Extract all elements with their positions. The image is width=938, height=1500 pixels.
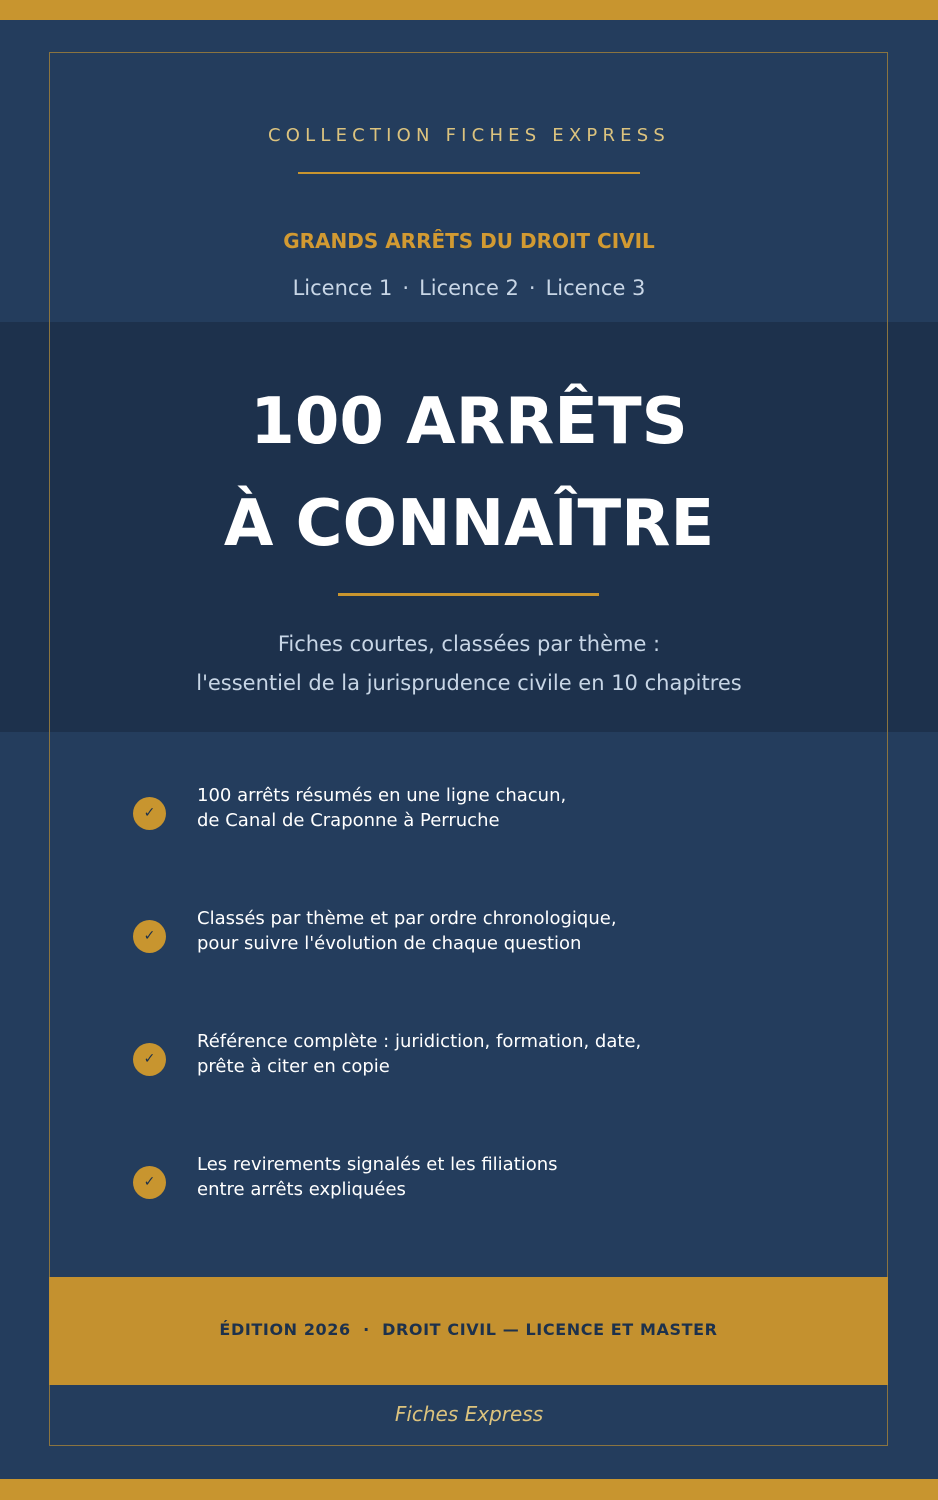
feature-item [133,785,833,857]
level-separator: · [528,276,536,300]
top-gold-stripe [0,0,938,20]
edition-label: ÉDITION 2026 · DROIT CIVIL — LICENCE ET MASTER [219,1320,718,1339]
cover-frame [49,52,888,1446]
main-title-line-2: À CONNAÎTRE [223,487,715,561]
feature-text [197,906,617,956]
title-divider [338,593,599,596]
level-separator: · [402,276,410,300]
feature-text-line: pour suivre l'évolution de chaque question [197,933,582,954]
edition-bar [49,1277,888,1385]
check-icon: ✓ [133,797,166,830]
check-icon: ✓ [133,920,166,953]
feature-text-line: Les revirements signalés et les filiations [197,1154,558,1175]
level-label: Licence 3 [545,276,646,300]
feature-text-line: Référence complète : juridiction, formation, date, [197,1031,642,1052]
subtitle-line-1: Fiches courtes, classées par thème : [277,632,661,656]
subtitle-line-2: l'essentiel de la jurisprudence civile en 10 chapitres [196,671,742,695]
feature-text [197,783,566,833]
publisher-name: Fiches Express [394,1402,544,1426]
feature-item [133,1154,833,1226]
header-divider [298,172,640,174]
level-label: Licence 1 [292,276,393,300]
check-icon: ✓ [133,1043,166,1076]
feature-text-line: prête à citer en copie [197,1056,390,1077]
check-icon: ✓ [133,1166,166,1199]
feature-text [197,1152,558,1202]
feature-item [133,1031,833,1103]
feature-text-line: Classés par thème et par ordre chronologique, [197,908,617,929]
level-label: Licence 2 [419,276,519,300]
bottom-gold-stripe [0,1479,938,1500]
feature-text [197,1029,641,1079]
feature-text-line: entre arrêts expliquées [197,1179,406,1200]
feature-text-line: 100 arrêts résumés en une ligne chacun, [197,785,567,806]
levels-line [0,276,938,300]
feature-item [133,908,833,980]
main-title-line-1: 100 ARRÊTS [250,385,688,459]
collection-label: COLLECTION FICHES EXPRESS [268,125,670,146]
feature-text-line: de Canal de Craponne à Perruche [197,810,500,831]
series-title: GRANDS ARRÊTS DU DROIT CIVIL [283,229,655,253]
